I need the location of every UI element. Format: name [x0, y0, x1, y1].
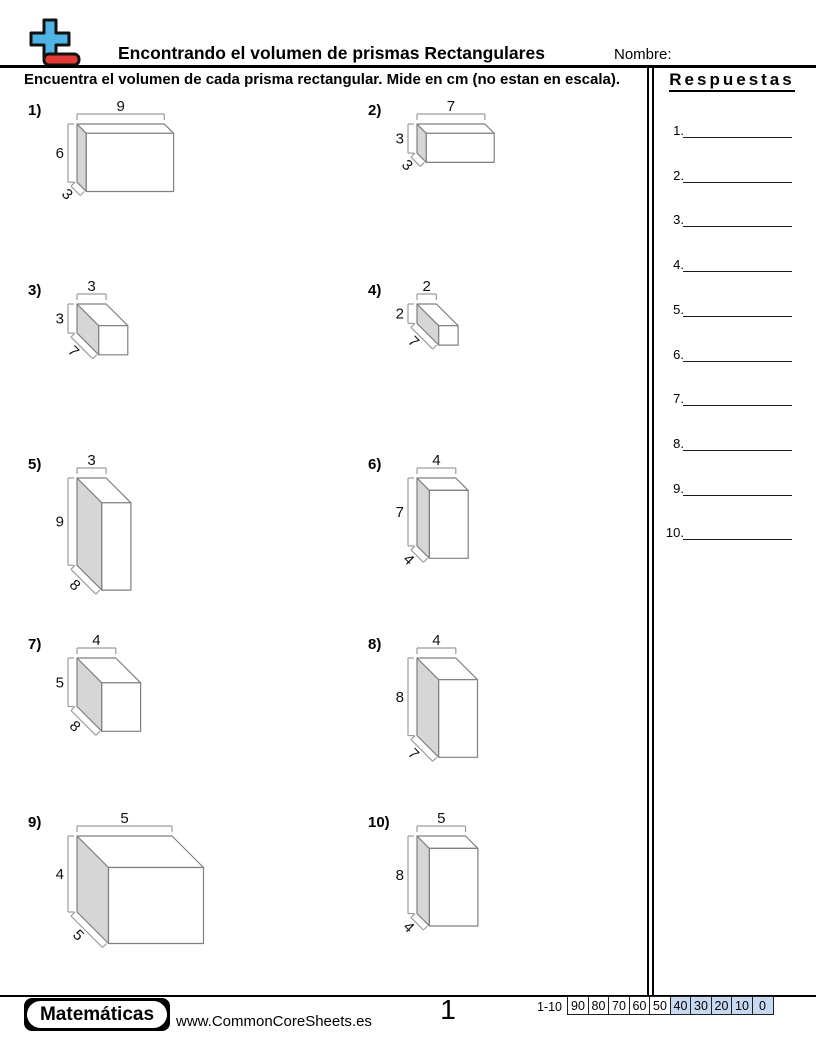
answer-row [650, 389, 810, 407]
answer-row [650, 166, 810, 184]
page-number: 1 [440, 994, 456, 1025]
answer-number: 3. [673, 212, 684, 228]
depth-label: 8 [65, 576, 84, 595]
answer-row [650, 523, 810, 541]
problem [20, 808, 290, 984]
header-divider-line [0, 65, 816, 68]
depth-label: 4 [399, 918, 418, 937]
answer-blank-line [683, 523, 792, 540]
prism-figure [20, 808, 290, 984]
problem-number: 5) [28, 456, 42, 473]
brand-logo-text: Matemáticas [27, 1001, 167, 1028]
answer-number: 4. [673, 257, 684, 273]
answer-number: 8. [673, 435, 684, 451]
instruction-text: Encuentra el volumen de cada prisma rectangular. Mide en cm (no estan en escala). [24, 71, 621, 88]
brand-logo [24, 998, 170, 1031]
prism-figure [360, 276, 630, 452]
prism-figure [360, 808, 630, 984]
answer-number: 7. [673, 391, 684, 407]
prism-figure [20, 630, 290, 806]
problem-number: 3) [28, 282, 42, 299]
answer-blank-line [683, 434, 792, 451]
name-label: Nombre: [614, 46, 672, 63]
score-cell: 40 [670, 996, 692, 1015]
answers-heading [656, 70, 808, 90]
width-label: 3 [87, 278, 96, 295]
width-label: 9 [116, 98, 125, 115]
problem-number: 2) [368, 102, 382, 119]
problem [360, 96, 630, 272]
problem [360, 808, 630, 984]
prism-figure [360, 96, 630, 272]
answer-number: 2. [673, 167, 684, 183]
answer-number: 1. [673, 123, 684, 138]
answer-blank-line [683, 166, 792, 183]
answer-row [650, 255, 810, 273]
prism-figure [20, 96, 290, 272]
answer-blank-line [683, 300, 792, 317]
answer-blank-line [683, 345, 792, 362]
score-cell: 50 [649, 996, 671, 1015]
width-label: 5 [437, 810, 446, 827]
depth-label: 4 [399, 550, 418, 569]
score-cell: 20 [711, 996, 733, 1015]
height-label: 8 [395, 688, 404, 706]
answer-row [650, 345, 810, 363]
answer-number: 9. [673, 480, 684, 496]
height-label: 4 [55, 866, 64, 883]
prism-figure [20, 276, 290, 452]
answer-number: 6. [673, 346, 684, 362]
height-label: 3 [55, 310, 64, 328]
width-label: 7 [446, 98, 456, 115]
answer-blank-line [683, 121, 792, 138]
problem [360, 450, 630, 626]
width-label: 4 [432, 632, 441, 649]
page-title: Encontrando el volumen de prismas Rectangulares [118, 43, 545, 63]
answer-number: 10. [665, 525, 684, 541]
score-cell: 70 [608, 996, 630, 1015]
problem [360, 276, 630, 452]
height-label: 3 [395, 130, 404, 148]
answer-blank-line [683, 255, 792, 272]
depth-label: 3 [58, 185, 76, 204]
answer-row [650, 210, 810, 228]
problem-number: 8) [368, 636, 382, 653]
answer-row [650, 434, 810, 452]
score-cell: 10 [731, 996, 753, 1015]
prism-figure [20, 450, 290, 626]
answers-heading-text: Respuestas [669, 70, 794, 92]
plus-minus-icon [24, 16, 84, 68]
height-label: 6 [55, 145, 64, 163]
width-label: 5 [120, 810, 129, 827]
score-cell: 90 [567, 996, 589, 1015]
answer-blank-line [683, 389, 792, 406]
answer-row [650, 479, 810, 497]
prism-figure [360, 630, 630, 806]
height-label: 7 [395, 503, 404, 521]
depth-label: 7 [404, 332, 423, 351]
problem [360, 630, 630, 806]
height-label: 9 [55, 513, 64, 531]
depth-label: 7 [64, 342, 83, 361]
problem [20, 276, 290, 452]
width-label: 4 [92, 632, 101, 649]
answer-number: 5. [673, 301, 684, 317]
answer-row [650, 300, 810, 318]
problem-number: 10) [368, 814, 390, 831]
width-label: 2 [422, 278, 431, 295]
problem-number: 9) [28, 814, 42, 831]
score-cell: 30 [690, 996, 712, 1015]
problem-number: 4) [368, 282, 382, 299]
problem-number: 6) [368, 456, 382, 473]
problem [20, 450, 290, 626]
height-label: 2 [395, 305, 404, 323]
score-cell: 0 [752, 996, 774, 1015]
width-label: 3 [87, 452, 96, 469]
score-grid [567, 996, 774, 1015]
answer-row [650, 121, 810, 139]
answer-blank-line [683, 210, 792, 227]
score-range-label: 1-10 [536, 1000, 562, 1014]
width-label: 4 [432, 452, 441, 469]
depth-label: 8 [65, 717, 84, 736]
depth-label: 7 [404, 745, 423, 764]
answer-blank-line [683, 479, 792, 496]
score-cell: 80 [588, 996, 610, 1015]
website-url: www.CommonCoreSheets.es [176, 1013, 372, 1030]
depth-label: 5 [69, 926, 88, 945]
score-cell: 60 [629, 996, 651, 1015]
height-label: 8 [395, 866, 404, 884]
depth-label: 3 [398, 156, 416, 175]
problem-number: 1) [28, 102, 42, 119]
problem [20, 96, 290, 272]
prism-figure [360, 450, 630, 626]
problem [20, 630, 290, 806]
problem-number: 7) [28, 636, 42, 653]
height-label: 5 [55, 674, 64, 692]
